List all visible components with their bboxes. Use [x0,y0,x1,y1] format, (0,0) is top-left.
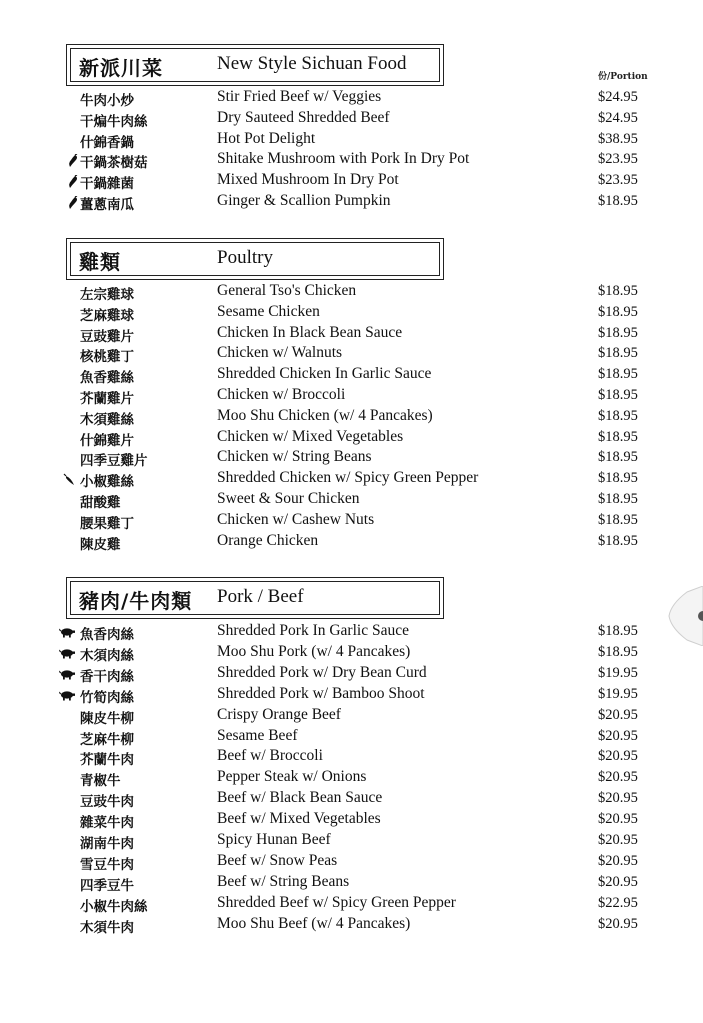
item-price: $18.95 [598,345,638,362]
item-price: $20.95 [598,852,638,869]
menu-item [0,643,703,664]
menu-item [0,852,703,873]
item-name-en: Beef w/ Black Bean Sauce [217,789,383,807]
item-price: $18.95 [598,324,638,341]
menu-item [0,303,703,324]
item-name-en: Chicken w/ Broccoli [217,386,346,403]
menu-item [0,171,703,192]
menu-item [0,706,703,727]
menu-item [0,324,703,345]
item-name-en: Spicy Hunan Beef [217,831,331,848]
menu-item [0,664,703,685]
item-name-en: Crispy Orange Beef [217,705,341,723]
item-name-en: Moo Shu Beef (w/ 4 Pancakes) [217,914,411,932]
menu-item [0,192,703,213]
item-name-en: Moo Shu Pork (w/ 4 Pancakes) [217,642,411,660]
item-price: $18.95 [598,283,638,299]
item-name-zh: 芝麻雞球 [80,307,134,324]
menu-item [0,810,703,831]
item-name-zh: 四季豆雞片 [80,453,148,470]
menu-item [0,365,703,386]
item-name-en: Pepper Steak w/ Onions [217,768,367,786]
item-name-zh: 豆豉雞片 [80,328,134,345]
item-name-zh: 牛肉小炒 [80,93,134,109]
item-name-en: Chicken w/ String Beans [217,448,372,466]
item-price: $18.95 [598,193,638,209]
item-name-en: General Tso's Chicken [217,282,357,299]
menu-item [0,915,703,936]
page-turn-icon [667,586,703,646]
item-name-zh: 芝麻牛柳 [80,731,134,748]
item-name-zh: 薑蔥南瓜 [80,197,134,213]
section-title-zh: 雞類 [79,250,121,274]
menu-item [0,685,703,706]
item-price: $20.95 [598,873,638,890]
menu-item [0,894,703,915]
pepper-icon [63,473,79,487]
item-price: $20.95 [598,748,638,765]
menu-item [0,150,703,171]
item-price: $18.95 [598,491,638,507]
page-turn-tab[interactable] [667,586,703,646]
pig-icon [59,668,75,682]
item-name-zh: 干鍋茶樹菇 [80,155,148,172]
item-name-en: Chicken w/ Walnuts [217,344,343,362]
item-name-zh: 木須牛肉 [80,919,134,936]
item-name-zh: 魚香肉絲 [80,627,134,643]
menu-item [0,532,703,553]
item-price: $20.95 [598,790,638,807]
item-name-en: Sesame Chicken [217,302,320,320]
item-price: $18.95 [598,366,638,383]
item-name-zh: 魚香雞絲 [80,370,134,387]
menu-item [0,407,703,428]
item-name-zh: 豆豉牛肉 [80,794,134,811]
item-price: $18.95 [598,449,638,466]
section-title-en: Pork / Beef [217,586,304,607]
item-name-zh: 芥蘭雞片 [80,391,134,407]
item-name-zh: 甜酸雞 [80,495,121,511]
pig-icon [59,689,75,703]
item-name-zh: 小椒雞絲 [80,474,134,491]
pig-icon [59,647,75,661]
item-name-zh: 四季豆牛 [80,877,134,894]
item-name-en: Shredded Pork w/ Dry Bean Curd [217,663,427,681]
item-price: $20.95 [598,706,638,723]
menu-item [0,873,703,894]
pig-icon [59,626,75,640]
menu-item [0,130,703,151]
menu-item [0,109,703,130]
menu-item [0,469,703,490]
item-name-zh: 芥蘭牛肉 [80,752,134,769]
section-title-en: Poultry [217,247,273,268]
menu-item [0,789,703,810]
item-name-en: Sesame Beef [217,726,298,744]
menu-item [0,490,703,511]
item-name-en: Mixed Mushroom In Dry Pot [217,171,399,189]
menu-item [0,768,703,789]
item-name-en: Shredded Pork In Garlic Sauce [217,622,409,639]
menu-item [0,727,703,748]
item-name-zh: 木須肉絲 [80,647,134,664]
section-title-en: New Style Sichuan Food [217,53,407,74]
item-name-zh: 香干肉絲 [80,668,134,685]
item-name-en: Chicken w/ Mixed Vegetables [217,427,404,445]
menu-item [0,88,703,109]
item-price: $18.95 [598,470,638,487]
menu-item [0,831,703,852]
item-name-zh: 小椒牛肉絲 [80,898,148,915]
item-name-en: Shitake Mushroom with Pork In Dry Pot [217,150,470,168]
item-price: $23.95 [598,151,638,168]
menu-item [0,386,703,407]
section-header [66,44,444,86]
item-name-en: Shredded Chicken In Garlic Sauce [217,365,432,383]
item-name-zh: 左宗雞球 [80,287,134,303]
item-name-zh: 雜菜牛肉 [80,815,134,832]
item-name-zh: 陳皮雞 [80,536,121,553]
section-title-zh: 豬肉/牛肉類 [79,589,193,613]
item-name-zh: 青椒牛 [80,773,121,790]
menu-item [0,344,703,365]
item-price: $18.95 [598,387,638,403]
item-name-zh: 竹筍肉絲 [80,689,134,706]
menu-item [0,747,703,768]
item-name-zh: 干煸牛肉絲 [80,113,148,130]
item-name-zh: 雪豆牛肉 [80,856,134,873]
item-name-zh: 核桃雞丁 [80,349,134,366]
item-name-en: Shredded Beef w/ Spicy Green Pepper [217,893,456,911]
item-price: $20.95 [598,769,638,786]
item-name-en: Hot Pot Delight [217,129,316,147]
item-name-en: Beef w/ Snow Peas [217,851,338,869]
portion-label: 份/Portion [598,72,648,82]
item-price: $18.95 [598,428,638,445]
item-name-en: Sweet & Sour Chicken [217,490,360,507]
item-name-en: Moo Shu Chicken (w/ 4 Pancakes) [217,406,433,424]
item-price: $24.95 [598,89,638,105]
item-price: $23.95 [598,172,638,189]
item-name-zh: 干鍋雜菌 [80,176,134,193]
item-price: $20.95 [598,915,638,932]
item-name-en: Chicken In Black Bean Sauce [217,323,403,341]
item-price: $18.95 [598,643,638,660]
item-name-en: Shredded Pork w/ Bamboo Shoot [217,684,425,702]
section-header [66,577,444,619]
item-name-en: Beef w/ String Beans [217,872,350,890]
section-title-zh: 新派川菜 [79,56,163,80]
item-name-zh: 湖南牛肉 [80,836,134,852]
item-price: $20.95 [598,832,638,848]
item-price: $38.95 [598,130,638,147]
item-name-en: Shredded Chicken w/ Spicy Green Pepper [217,469,479,487]
item-name-zh: 木須雞絲 [80,411,134,428]
item-price: $24.95 [598,109,638,126]
item-price: $19.95 [598,664,638,681]
item-name-en: Dry Sauteed Shredded Beef [217,108,390,126]
item-price: $20.95 [598,811,638,828]
item-price: $18.95 [598,303,638,320]
menu-item [0,622,703,643]
item-name-en: Beef w/ Mixed Vegetables [217,810,381,828]
item-name-zh: 什錦雞片 [80,432,134,449]
item-name-en: Stir Fried Beef w/ Veggies [217,88,382,105]
item-name-zh: 腰果雞丁 [80,515,134,532]
item-name-zh: 什錦香鍋 [80,134,134,151]
item-price: $18.95 [598,511,638,528]
item-price: $18.95 [598,407,638,424]
item-price: $18.95 [598,623,638,639]
item-price: $20.95 [598,727,638,744]
menu-item [0,428,703,449]
menu-item [0,282,703,303]
item-name-zh: 陳皮牛柳 [80,710,134,727]
menu-item [0,511,703,532]
menu-item [0,448,703,469]
item-price: $18.95 [598,532,638,549]
item-name-en: Beef w/ Broccoli [217,747,323,765]
item-price: $19.95 [598,685,638,702]
item-name-en: Chicken w/ Cashew Nuts [217,510,375,528]
item-price: $22.95 [598,894,638,911]
item-name-en: Orange Chicken [217,531,319,549]
item-name-en: Ginger & Scallion Pumpkin [217,192,391,209]
section-header [66,238,444,280]
